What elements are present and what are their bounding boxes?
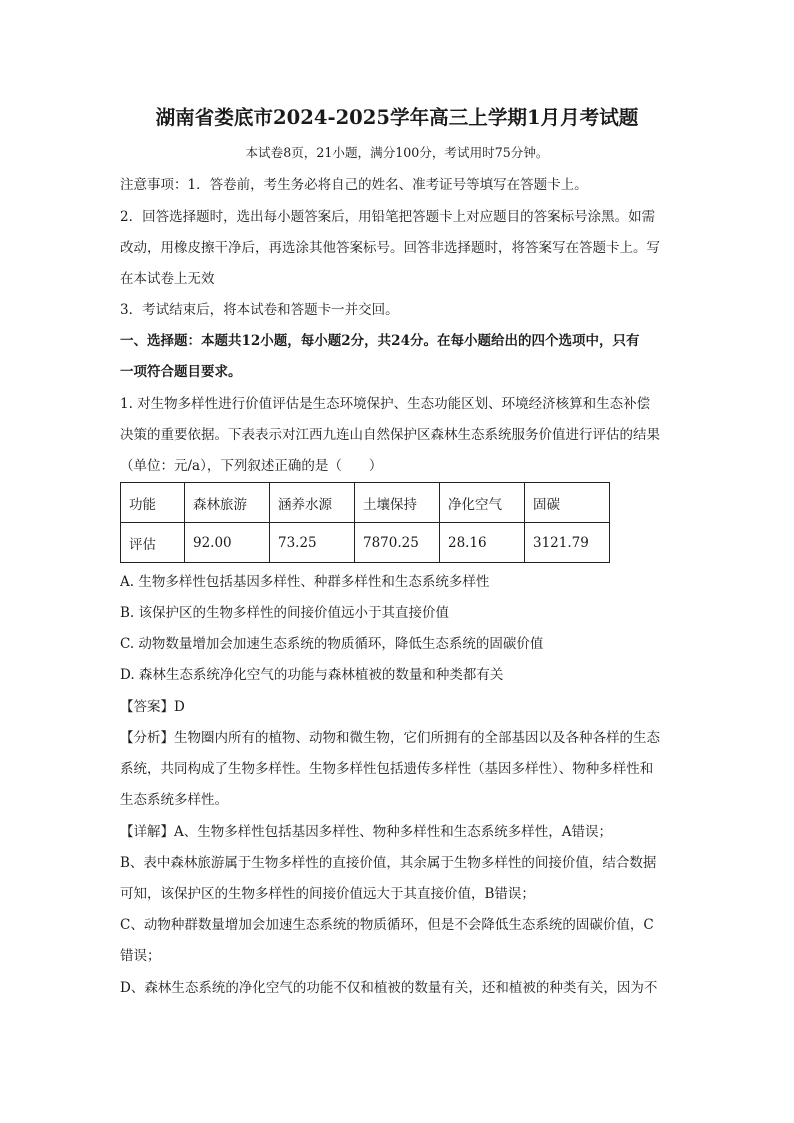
table-cell: 73.25 [270, 523, 355, 563]
table-cell: 净化空气 [440, 483, 525, 523]
analysis-text: 生态系统多样性。 [120, 792, 228, 808]
table-cell: 固碳 [525, 483, 610, 523]
table-cell: 土壤保持 [355, 483, 440, 523]
detail-text: 可知，该保护区的生物多样性的间接价值远大于其直接价值，B错误； [120, 886, 535, 902]
option-a: A. 生物多样性包括基因多样性、种群多样性和生态系统多样性 [120, 574, 490, 590]
notice-line: 3．考试结束后，将本试卷和答题卡一并交回。 [120, 302, 399, 318]
analysis-text: 【分析】生物圈内所有的植物、动物和微生物，它们所拥有的全部基因以及各种各样的生态 [120, 730, 660, 746]
notice-line: 改动，用橡皮擦干净后，再选涂其他答案标号。回答非选择题时，将答案写在答题卡上。写 [120, 240, 660, 256]
option-c: C. 动物数量增加会加速生态系统的物质循环，降低生态系统的固碳价值 [120, 636, 544, 652]
service-value-table [120, 482, 610, 563]
option-d: D. 森林生态系统净化空气的功能与森林植被的数量和种类都有关 [120, 667, 504, 683]
table-cell: 28.16 [440, 523, 525, 563]
table-cell: 功能 [121, 483, 185, 523]
table-cell: 7870.25 [355, 523, 440, 563]
detail-text: B、表中森林旅游属于生物多样性的直接价值，其余属于生物多样性的间接价值，结合数据 [120, 855, 657, 871]
detail-text: D、森林生态系统的净化空气的功能不仅和植被的数量有关，还和植被的种类有关，因为不 [120, 980, 658, 996]
question-text: 1. 对生物多样性进行价值评估是生态环境保护、生态功能区划、环境经济核算和生态补偿 [120, 396, 651, 412]
question-text: 决策的重要依据。下表表示对江西九连山自然保护区森林生态系统服务价值进行评估的结果 [120, 427, 660, 443]
notice-line: 2．回答选择题时，选出每小题答案后，用铅笔把答题卡上对应题目的答案标号涂黑。如需 [120, 209, 656, 225]
detail-text: C、动物种群数量增加会加速生态系统的物质循环，但是不会降低生态系统的固碳价值，C [120, 917, 654, 933]
answer: 【答案】D [120, 699, 185, 715]
table-cell: 涵养水源 [270, 483, 355, 523]
table-cell: 92.00 [185, 523, 270, 563]
detail-text: 错误； [120, 948, 161, 964]
analysis-text: 系统，共同构成了生物多样性。生物多样性包括遗传多样性（基因多样性）、物种多样性和 [120, 761, 654, 777]
table-cell: 评估 [121, 523, 185, 563]
page-title: 湖南省娄底市2024-2025学年高三上学期1月月考试题 [155, 106, 639, 129]
notice-line: 在本试卷上无效 [120, 271, 215, 287]
notice-line: 注意事项：1．答卷前，考生务必将自己的姓名、准考证号等填写在答题卡上。 [120, 177, 588, 193]
table-cell: 森林旅游 [185, 483, 270, 523]
option-b: B. 该保护区的生物多样性的间接价值远小于其直接价值 [120, 605, 450, 621]
table-row [121, 483, 610, 523]
question-text: （单位：元/a），下列叙述正确的是（ ） [120, 458, 383, 474]
table-row [121, 523, 610, 563]
detail-text: 【详解】A、生物多样性包括基因多样性、物种多样性和生态系统多样性，A错误； [120, 824, 612, 840]
exam-info: 本试卷8页，21小题，满分100分，考试用时75分钟。 [245, 145, 549, 160]
section-heading: 一项符合题目要求。 [120, 364, 242, 380]
section-heading: 一、选择题：本题共12小题，每小题2分，共24分。在每小题给出的四个选项中，只有 [120, 333, 640, 349]
table-cell: 3121.79 [525, 523, 610, 563]
